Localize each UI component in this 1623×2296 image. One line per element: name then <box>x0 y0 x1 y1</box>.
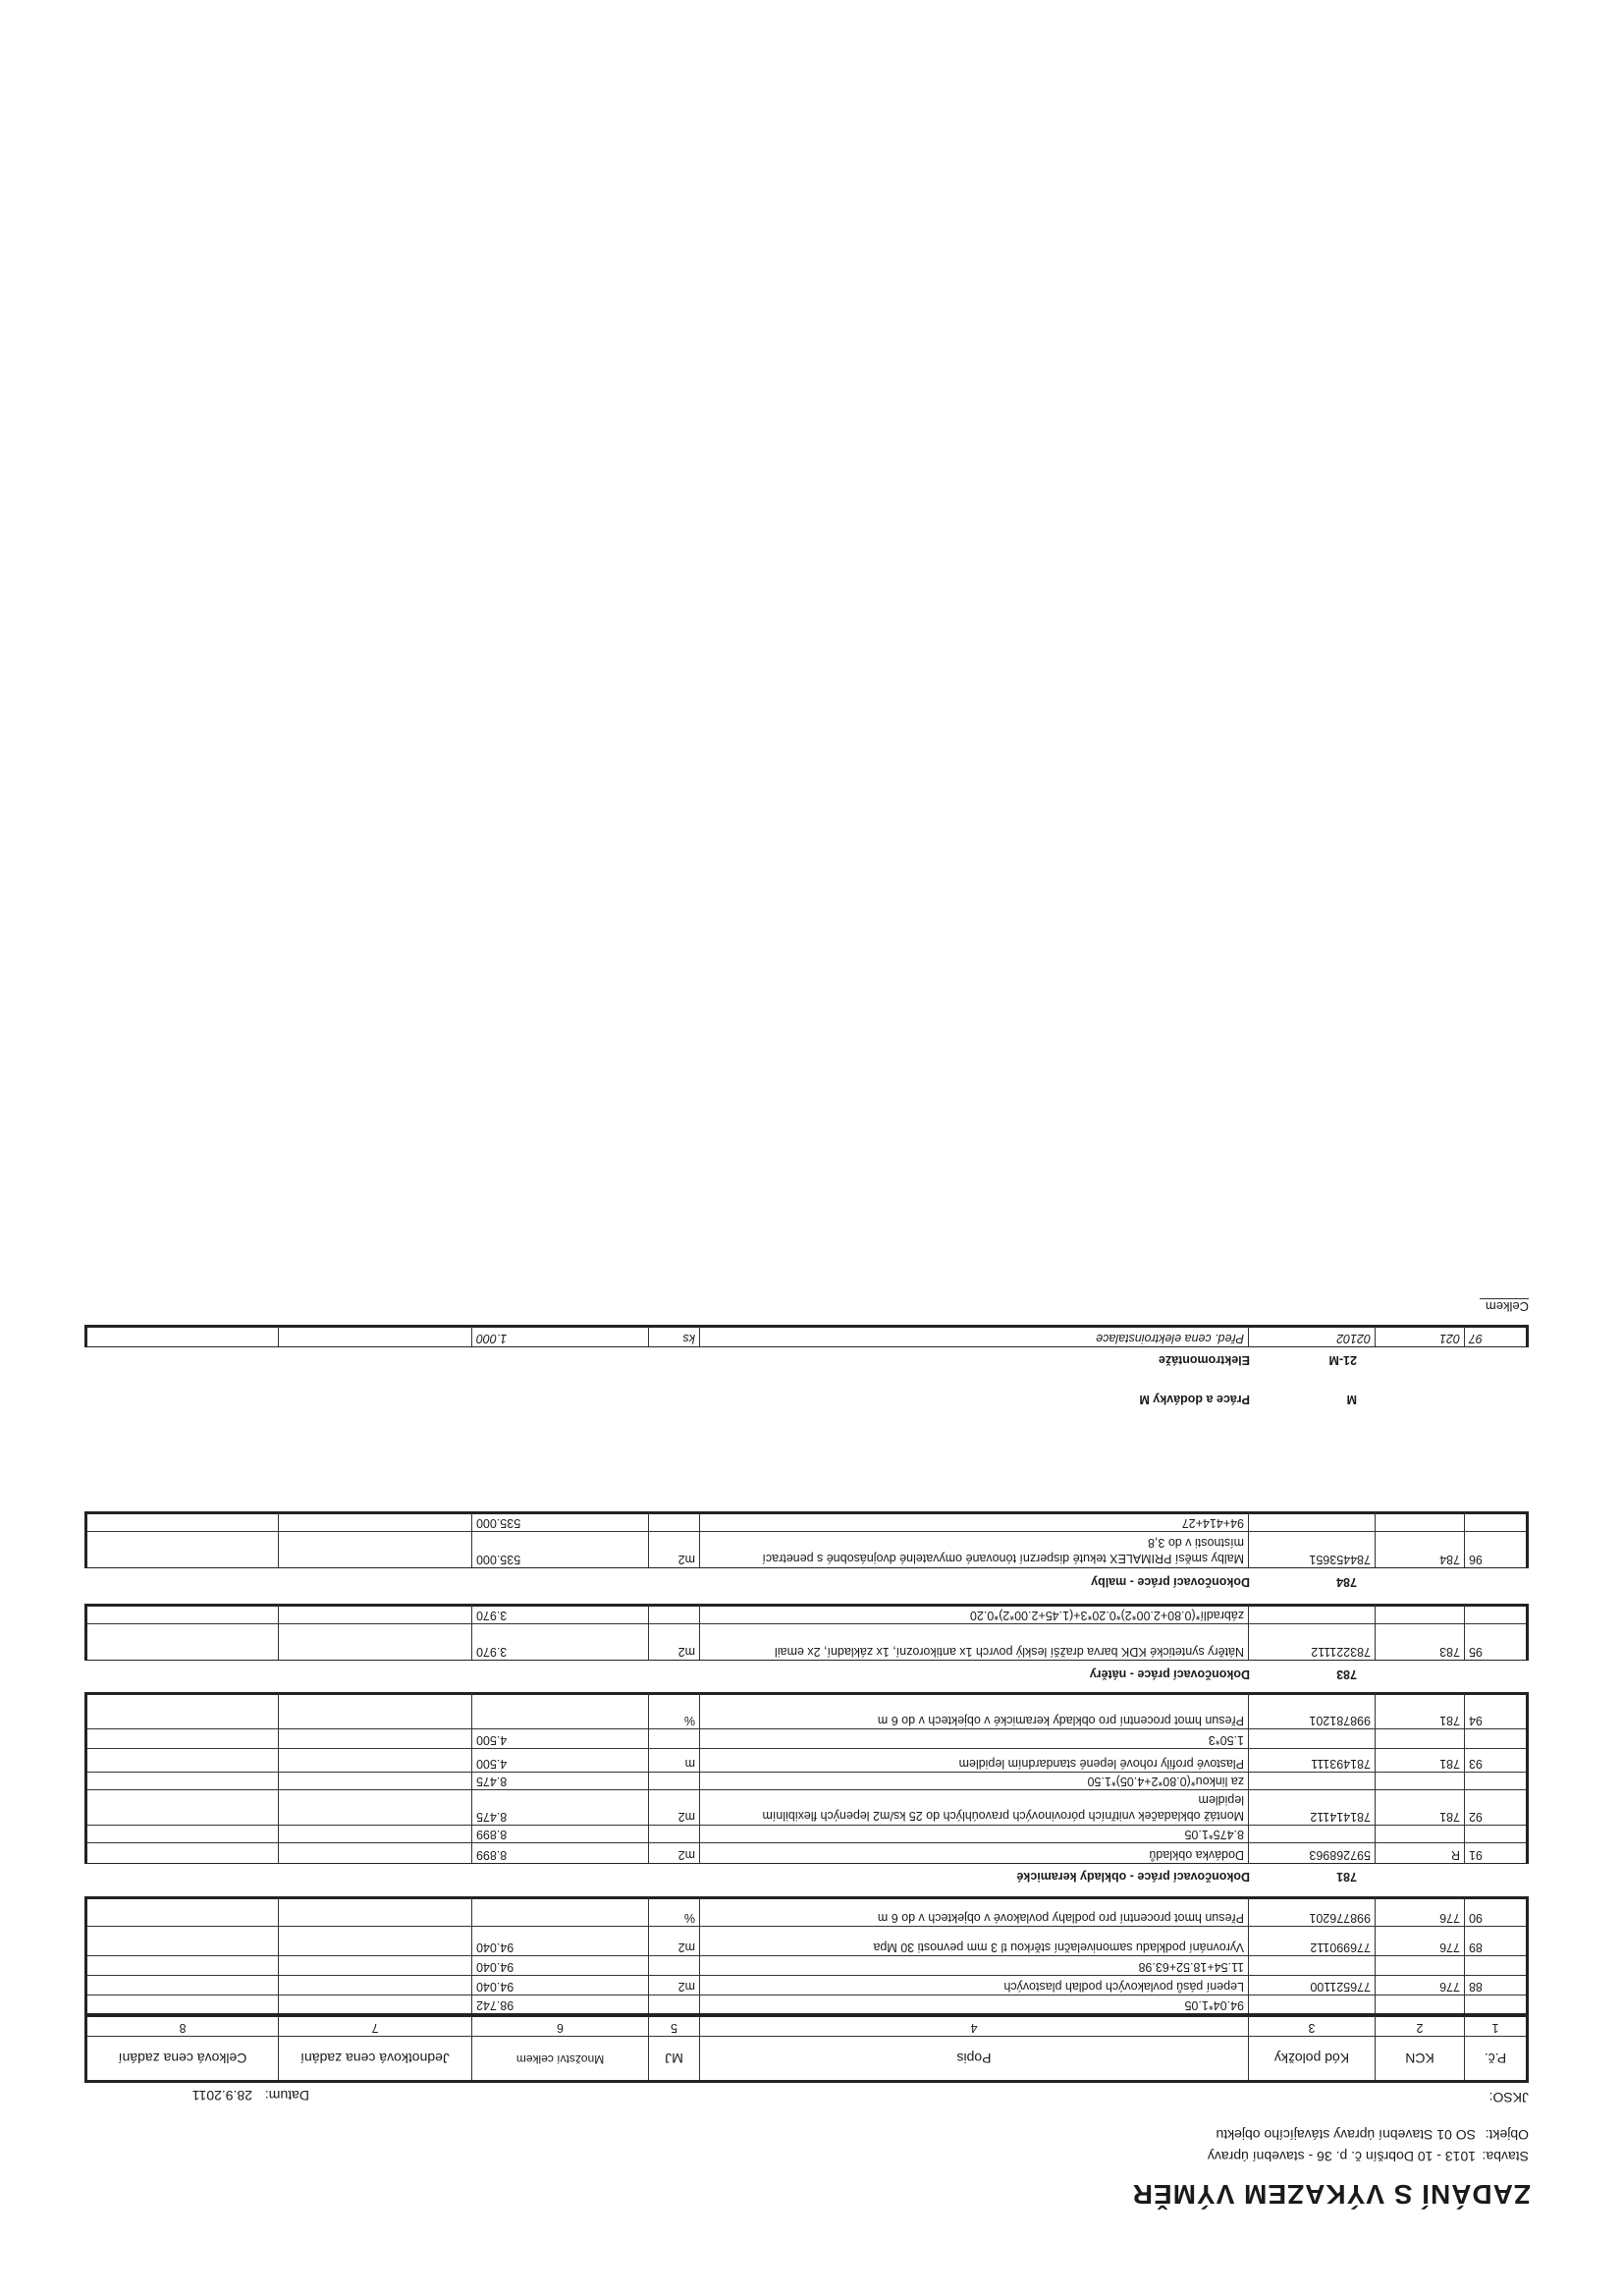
row-mnozstvi: 1.000 <box>472 1327 649 1346</box>
table-row <box>87 1926 1526 1956</box>
table-row <box>87 1772 1526 1790</box>
row-kcn: 021 <box>1376 1327 1465 1346</box>
row-pc: 92 <box>1469 1810 1483 1824</box>
table-row <box>87 1748 1526 1773</box>
total-label: Celkem <box>1480 1298 1529 1314</box>
row-pc: 94 <box>1469 1714 1483 1727</box>
row-kcn: 781 <box>1376 1748 1465 1772</box>
row-popis: Přesun hmot procentní pro obklady keramické v objektech v do 6 m <box>700 1693 1249 1728</box>
header-kcn: KCN <box>1376 2037 1465 2080</box>
row-mnozstvi: 535.000 <box>472 1532 649 1567</box>
section-code-21m: 21-M <box>1328 1353 1357 1367</box>
row-pc: 91 <box>1469 1848 1483 1862</box>
row-popis: Před. cena elektroinstalace <box>700 1327 1249 1346</box>
row-pc: 95 <box>1469 1645 1483 1659</box>
items-table-784 <box>84 1511 1529 1568</box>
objekt-value: SO 01 Stavební úpravy stávajícího objektu <box>1216 2127 1476 2143</box>
row-pc: 93 <box>1469 1757 1483 1771</box>
row-popis-line1: Montáž obkladaček vnitřních pórovinových pravoúhlých do 25 ks/m2 lepených flexibilním <box>762 1809 1244 1823</box>
row-mj: m2 <box>649 1789 700 1825</box>
section-code-783: 783 <box>1336 1667 1357 1681</box>
row-popis: Lepení pásů povlakových podlah plastových <box>700 1975 1249 1995</box>
row-mnozstvi: 8.899 <box>472 1825 649 1842</box>
header-mj: MJ <box>649 2037 700 2080</box>
table-row <box>87 1897 1526 1927</box>
row-mj: m2 <box>649 1926 700 1955</box>
row-mnozstvi: 94.040 <box>472 1955 649 1975</box>
section-title-21m: Elektromontáže <box>1158 1353 1250 1367</box>
row-mnozstvi: 94.040 <box>472 1926 649 1955</box>
colnum-6: 6 <box>472 2016 649 2036</box>
row-kod: 02102 <box>1249 1327 1376 1346</box>
header-celkova: Celková cena zadání <box>87 2037 279 2080</box>
row-pc: 96 <box>1469 1553 1483 1566</box>
row-kcn: 781 <box>1376 1789 1465 1825</box>
row-kod: 784453651 <box>1249 1532 1376 1567</box>
row-mj: m2 <box>649 1532 700 1567</box>
row-mnozstvi: 3.970 <box>472 1624 649 1660</box>
column-number-row <box>87 2016 1526 2037</box>
row-kod: 776990112 <box>1249 1926 1376 1955</box>
header-popis: Popis <box>700 2037 1249 2080</box>
items-table-783 <box>84 1604 1529 1661</box>
row-kod: 783221112 <box>1249 1624 1376 1660</box>
row-kod: 998781201 <box>1249 1693 1376 1728</box>
row-kod: 781414112 <box>1249 1789 1376 1825</box>
row-kod: 776521100 <box>1249 1975 1376 1995</box>
row-mj: % <box>649 1897 700 1926</box>
table-row <box>87 1975 1526 1995</box>
table-row <box>87 1512 1526 1532</box>
row-kcn: 784 <box>1376 1532 1465 1567</box>
row-kod: 781493111 <box>1249 1748 1376 1772</box>
header-mnozstvi: Množství celkem <box>472 2037 649 2080</box>
section-title-783: Dokončovací práce - nátěry <box>1089 1667 1250 1681</box>
colnum-4: 4 <box>700 2016 1249 2036</box>
row-popis: 94+414+27 <box>700 1512 1249 1531</box>
row-mj: m <box>649 1748 700 1772</box>
row-popis: Dodávka obkladů <box>700 1843 1249 1863</box>
datum-label: Datum: <box>264 2088 309 2104</box>
row-mnozstvi: 4.500 <box>472 1748 649 1772</box>
row-kcn: 776 <box>1376 1897 1465 1926</box>
table-row <box>87 1693 1526 1729</box>
objekt-label: Objekt: <box>1485 2127 1529 2143</box>
row-kcn: 783 <box>1376 1624 1465 1660</box>
row-mnozstvi: 3.970 <box>472 1605 649 1623</box>
table-row <box>87 1327 1526 1346</box>
row-popis: 1.50*3 <box>700 1728 1249 1748</box>
row-kod: 597268963 <box>1249 1843 1376 1863</box>
row-kcn: 776 <box>1376 1975 1465 1995</box>
header-pc: P.č. <box>1484 2050 1507 2066</box>
row-popis: zábradlí*(0.80+2.00*2)*0.20*3+(1.45+2.00*2)*0.20 <box>700 1605 1249 1623</box>
row-mnozstvi: 8.899 <box>472 1843 649 1863</box>
items-table-776 <box>84 1896 1529 2014</box>
items-table-781 <box>84 1692 1529 1864</box>
row-popis: 8.475*1.05 <box>700 1825 1249 1842</box>
row-pc: 90 <box>1469 1911 1483 1925</box>
table-row <box>87 1995 1526 2013</box>
table-row <box>87 1843 1526 1863</box>
row-popis-line1: Malby směsí PRIMALEX tekuté disperzní tónované omyvatelné dvojnásobné s penetrací <box>762 1552 1244 1565</box>
row-mnozstvi: 98.742 <box>472 1995 649 2013</box>
row-popis: Přesun hmot procentní pro podlahy povlakové v objektech v do 6 m <box>700 1897 1249 1926</box>
table-row <box>87 1825 1526 1843</box>
jkso-label: JKSO: <box>1488 2090 1529 2105</box>
row-popis: Nátěry syntetické KDK barva dražší lesklý povrch 1x antikorozní, 1x základní, 2x email <box>700 1624 1249 1660</box>
row-popis <box>700 1532 1249 1567</box>
row-mj: % <box>649 1693 700 1728</box>
section-title-m: Práce a dodávky M <box>1139 1393 1250 1406</box>
row-mnozstvi: 4.500 <box>472 1728 649 1748</box>
column-header-table <box>84 2014 1529 2083</box>
table-row <box>87 1605 1526 1624</box>
items-table-21m <box>84 1325 1529 1347</box>
row-kcn: 781 <box>1376 1693 1465 1728</box>
table-row <box>87 1532 1526 1567</box>
table-row <box>87 1728 1526 1749</box>
row-mnozstvi: 8.475 <box>472 1789 649 1825</box>
colnum-1: 1 <box>1491 2021 1499 2035</box>
row-mj: m2 <box>649 1975 700 1995</box>
header-kod: Kód položky <box>1249 2037 1376 2080</box>
row-popis: za linkou*(0.80*2+4.05)*1.50 <box>700 1772 1249 1789</box>
header-jednotkova: Jednotková cena zadání <box>279 2037 472 2080</box>
row-pc: 88 <box>1469 1980 1483 1994</box>
page-title: ZADÁNÍ S VÝKAZEM VÝMĚR <box>1131 2179 1531 2210</box>
datum-value: 28.9.2011 <box>191 2088 252 2104</box>
stavba-value: 1013 - 10 Dobršín č. p. 36 - stavební úpravy <box>1207 2149 1476 2164</box>
row-mnozstvi: 8.475 <box>472 1772 649 1789</box>
colnum-2: 2 <box>1376 2016 1465 2036</box>
row-popis: Vyrovnání podkladu samonivelační stěrkou tl 3 mm pevnosti 30 Mpa <box>700 1926 1249 1955</box>
colnum-7: 7 <box>279 2016 472 2036</box>
row-popis-line2: lepidlem <box>1198 1793 1244 1807</box>
section-title-781: Dokončovací práce - obklady keramické <box>1016 1870 1250 1884</box>
row-mj: m2 <box>649 1843 700 1863</box>
row-mj: ks <box>649 1327 700 1346</box>
row-kcn: R <box>1376 1843 1465 1863</box>
colnum-3: 3 <box>1249 2016 1376 2036</box>
row-popis-line2: místnosti v do 3,8 <box>1148 1536 1244 1550</box>
row-popis: 94.04*1.05 <box>700 1995 1249 2013</box>
section-code-784: 784 <box>1336 1575 1357 1589</box>
table-row <box>87 1789 1526 1826</box>
row-pc: 89 <box>1469 1941 1483 1954</box>
row-kod: 998776201 <box>1249 1897 1376 1926</box>
section-code-m: M <box>1346 1393 1357 1406</box>
row-mnozstvi: 94.040 <box>472 1975 649 1995</box>
row-popis: 11.54+18.52+63.98 <box>700 1955 1249 1975</box>
table-row <box>87 1624 1526 1660</box>
colnum-5: 5 <box>649 2016 700 2036</box>
colnum-8: 8 <box>87 2016 279 2036</box>
section-code-781: 781 <box>1336 1870 1357 1884</box>
row-pc: 97 <box>1469 1332 1483 1345</box>
section-title-784: Dokončovací práce - malby <box>1091 1575 1250 1589</box>
row-popis: Plastové profily rohové lepené standardním lepidlem <box>700 1748 1249 1772</box>
column-header-row <box>87 2037 1526 2080</box>
row-popis <box>700 1789 1249 1825</box>
row-kcn: 776 <box>1376 1926 1465 1955</box>
row-mnozstvi: 535.000 <box>472 1512 649 1531</box>
stavba-label: Stavba: <box>1482 2149 1529 2164</box>
row-mj: m2 <box>649 1624 700 1660</box>
table-row <box>87 1955 1526 1976</box>
